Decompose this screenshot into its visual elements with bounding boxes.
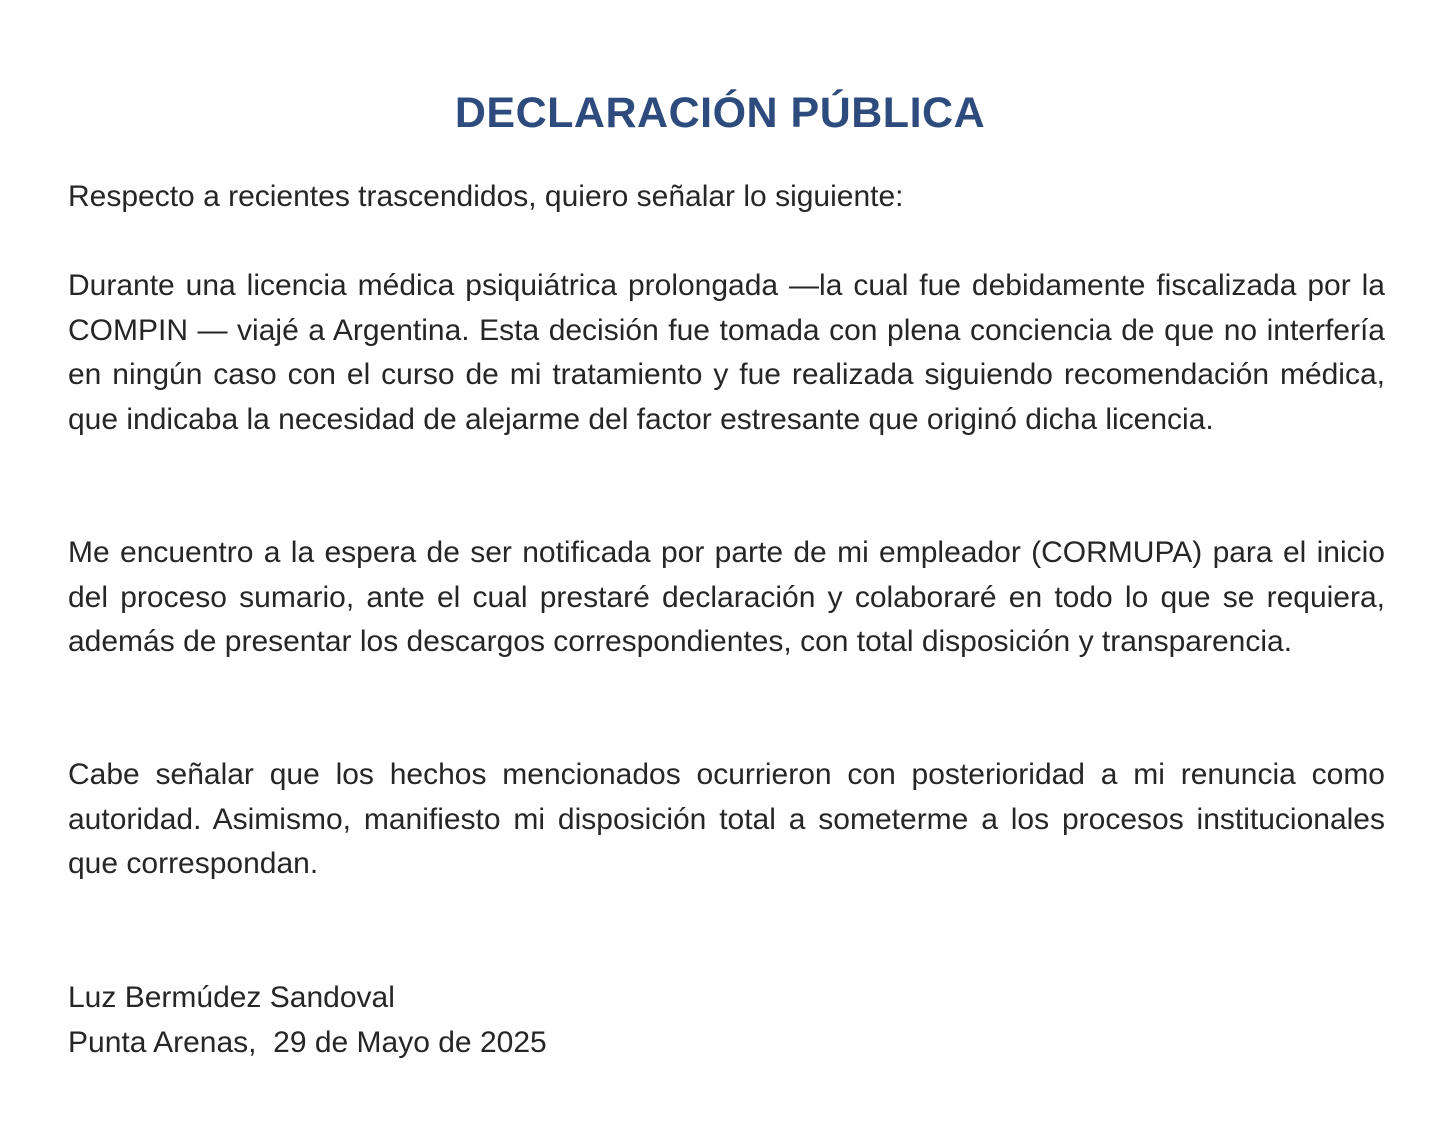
body-paragraph-3: Cabe señalar que los hechos mencionados ocurrieron con posterioridad a mi renuncia como autoridad. Asimismo, manifiesto mi disposición total a someterme a los procesos institucionales que correspondan. (68, 758, 1385, 880)
intro-paragraph: Respecto a recientes trascendidos, quiero señalar lo siguiente: (68, 180, 904, 213)
document-title: DECLARACIÓN PÚBLICA (454, 88, 986, 137)
signatory-name: Luz Bermúdez Sandoval (68, 981, 395, 1014)
signature-block (68, 975, 547, 1065)
place-and-date: Punta Arenas, 29 de Mayo de 2025 (68, 1026, 547, 1059)
body-paragraph-2: Me encuentro a la espera de ser notificada por parte de mi empleador (CORMUPA) para el inicio del proceso sumario, ante el cual prestaré declaración y colaboraré en todo lo que se requiera, además de presentar los descargos correspondientes, con total disposición y transparencia. (68, 536, 1385, 658)
body-paragraph-1: Durante una licencia médica psiquiátrica prolongada —la cual fue debidamente fiscalizada por la COMPIN — viajé a Argentina. Esta decisión fue tomada con plena conciencia de que no interfería en ningún caso con el curso de mi tratamiento y fue realizada siguiendo recomendación médica, que indicaba la necesidad de alejarme del factor estresante que originó dicha licencia. (68, 269, 1385, 436)
